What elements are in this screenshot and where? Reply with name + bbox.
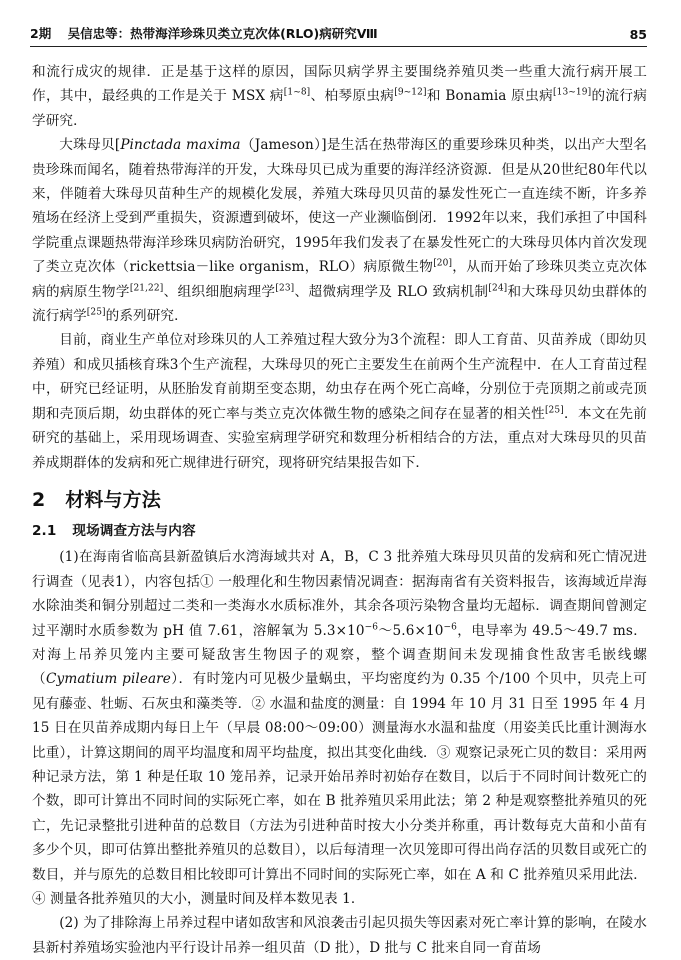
section-number: 2 — [32, 488, 46, 511]
paragraphs-paragraph-3: 目前，商业生产单位对珍珠贝的人工养殖过程大致分为3个流程：即人工育苗、贝苗养成（即幼贝养殖）和成贝插核育珠3个生产流程，大珠母贝的死亡主要发生在前两个生产流程中．在人工育苗过程中，研究已经证明，从胚胎发育前期至变态期，幼虫存在两个死亡高峰，分别位于壳顶期之前或壳顶期和壳顶后期，幼虫群体的死亡率与类立克次体微生物的感染之间存在显著的相关性[25]．本文在先前研究的基础上，采用现场调查、实验室病理学研究和数理分析相结合的方法，重点对大珠母贝的贝苗养成期群体的发病和死亡规律进行研究，现将研究结果报告如下． — [32, 332, 647, 471]
article-body — [32, 60, 647, 960]
running-title: 吴信忠等：热带海洋珍珠贝类立克次体(RLO)病研究Ⅷ — [67, 26, 378, 41]
methods-paragraphs — [32, 545, 647, 960]
subsection-heading-2-1 — [32, 519, 647, 543]
running-header — [30, 20, 647, 42]
paragraphs-paragraph-2: 大珠母贝[Pinctada maxima（Jameson）]是生活在热带海区的重要珍珠贝种类，以出产大型名贵珍珠而闻名，随着热带海洋的开发，大珠母贝已成为重要的海洋经济资源．但是从20世纪80年代以来，伴随着大珠母贝苗种生产的规模化发展，养殖大珠母贝贝苗的暴发性死亡一直连续不断，许多养殖场在经济上受到严重损失，资源遭到破坏，使这一产业濒临倒闭．1992年以来，我们承担了中国科学院重点课题热带海洋珍珠贝病防治研究，1995年我们发表了在暴发性死亡的大珠母贝体内首次发现了类立克次体（rickettsia－like organism，RLO）病原微生物[20]，从而开始了珍珠贝类立克次体病的病原生物学[21,22]、组织细胞病理学[23]、超微病理学及 RLO 致病机制[24]和大珠母贝幼虫群体的流行病学[25]的系列研究． — [32, 137, 648, 325]
section-title: 材料与方法 — [65, 488, 161, 511]
subsection-number: 2.1 — [32, 522, 57, 539]
header-left — [30, 24, 390, 42]
section-heading-2 — [32, 485, 647, 515]
page-number: 85 — [629, 27, 647, 42]
intro-paragraphs — [32, 60, 647, 475]
paragraphs2-paragraph-2: (2) 为了排除海上吊养过程中诸如敌害和风浪袭击引起贝损失等因素对死亡率计算的影响，在陵水县新村养殖场实验池内平行设计吊养一组贝苗（D 批），D 批与 C 批来自同一育苗场 — [32, 915, 647, 956]
paragraphs2-paragraph-1: (1)在海南省临高县新盈镇后水湾海域共对 A，B，C 3 批养殖大珠母贝贝苗的发病和死亡情况进行调查（见表1），内容包括① 一般理化和生物因素情况调查：据海南省有关资料报告，该海域近岸海水除油类和铜分别超过二类和一类海水水质标准外，其余各项污染物含量均无超标．调查期间曾测定过平潮时水质参数为 pH 值 7.61，溶解氧为 $5.3\times 10^{-6}\sim 5.6\times 10^{-6}$，电导率为 49.5～49.7 ms．对海上吊养贝笼内主要可疑敌害生物因子的观察，整个调查期间未发现捕食性敌害毛嵌线螺（Cymatium pileare）．有时笼内可见极少量蜗虫，平均密度约为 0.35 个/100 个贝中，贝壳上可见有藤壶、牡蛎、石灰虫和藻类等．② 水温和盐度的测量：自 1994 年 10 月 31 日至 1995 年 4 月 15 日在贝苗养成期内每日上午（早晨 08:00～09:00）测量海水水温和盐度（用姿美氏比重计测海水比重），计算这期间的周平均温度和周平均盐度，拟出其变化曲线．③ 观察记录死亡贝的数目：采用两种记录方法，第 1 种是任取 10 笼吊养，记录开始吊养时初始存在数目，以后于不同时间计数死亡的个数，即可计算出不同时间的实际死亡率，如在 B 批养殖贝采用此法；第 2 种是观察整批养殖贝的死亡，先记录整批引进种苗的总数目（方法为引进种苗时按大小分类并称重，再计数每克大苗和小苗有多少个贝，即可估算出整批养殖贝的总数目），以后每清理一次贝笼即可得出尚存活的贝数目或死亡的数目，并与原先的总数目相比较即可计算出不同时间的实际死亡率，如在 A 和 C 批养殖贝采用此法．④ 测量各批养殖贝的大小，测量时间及样本数见表 1． — [32, 549, 647, 907]
header-rule — [30, 46, 647, 47]
paragraphs-paragraph-1: 和流行成灾的规律．正是基于这样的原因，国际贝病学界主要围绕养殖贝类一些重大流行病开展工作，其中，最经典的工作是关于 MSX 病[1~8]、柏琴原虫病[9~12]和 Bonamia 原虫病[13~19]的流行病学研究． — [32, 64, 647, 129]
subsection-title: 现场调查方法与内容 — [72, 522, 196, 539]
issue-number: 2期 — [30, 26, 52, 41]
